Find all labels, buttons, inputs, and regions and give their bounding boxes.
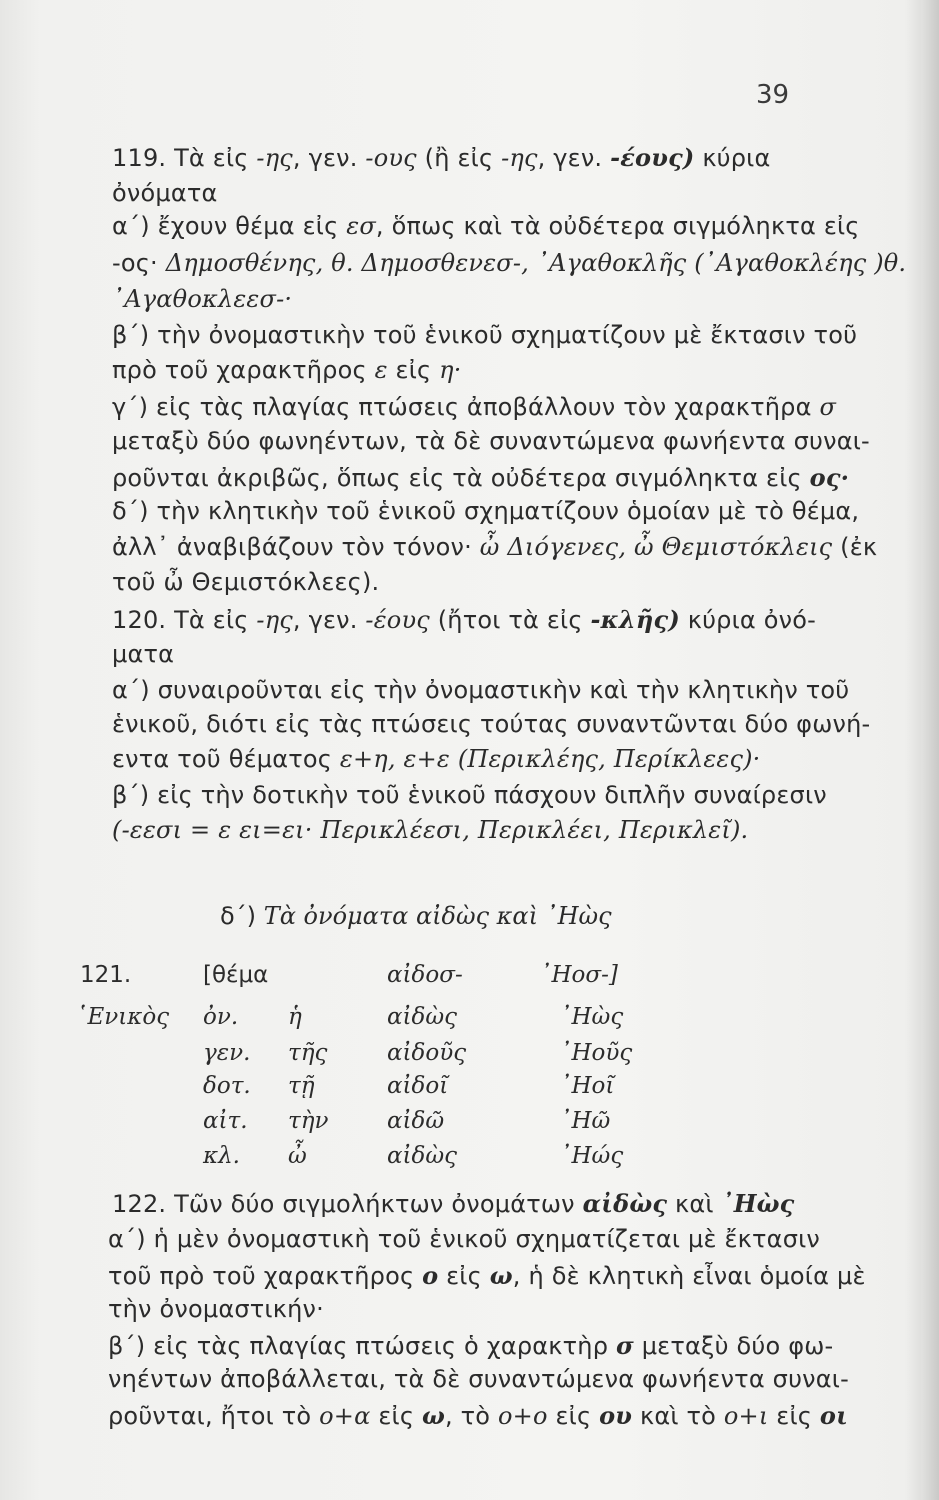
form-aidos: αἰδὼς bbox=[387, 1143, 458, 1169]
sec122-line-4: τὴν ὀνομαστικήν· bbox=[108, 1295, 324, 1323]
sec122-line-3: τοῦ πρὸ τοῦ χαρακτῆρος ο εἰς ω, ἡ δὲ κλητικὴ εἶναι ὁμοία μὲ bbox=[108, 1261, 866, 1290]
sec119-line-4: -ος· Δημοσθένης, θ. Δημοσθενεσ-, ᾿Αγαθοκλῆς (᾿Αγαθοκλέης )θ. bbox=[112, 249, 907, 277]
case-label: ὀν. bbox=[203, 1004, 239, 1030]
sec119-line-3: α΄) ἔχουν θέμα εἰς εσ, ὅπως καὶ τὰ οὐδέτερα σιγμόληκτα εἰς bbox=[112, 212, 860, 240]
sec119-line-13: τοῦ ὦ Θεμιστόκλεες). bbox=[112, 568, 380, 596]
sec120-line-1: 120. Τὰ εἰς -ης, γεν. -έους (ἤτοι τὰ εἰς -κλῆς) κύρια ὀνό- bbox=[112, 605, 816, 634]
sec119-line-5: ᾿Αγαθοκλεεσ-· bbox=[112, 285, 293, 313]
form-eos: ᾿Ηοῦς bbox=[560, 1040, 633, 1066]
article: τὴν bbox=[288, 1108, 329, 1134]
case-label: κλ. bbox=[203, 1143, 240, 1169]
sec119-line-10: ροῦνται ἀκριβῶς, ὅπως εἰς τὰ οὐδέτερα σιγμόληκτα εἰς ος· bbox=[112, 463, 850, 492]
section-heading: δ΄) Τὰ ὀνόματα αἰδὼς καὶ ᾿Ηὼς bbox=[220, 902, 612, 930]
sec119-line-6: β΄) τὴν ὀνομαστικὴν τοῦ ἑνικοῦ σχηματίζουν μὲ ἔκτασιν τοῦ bbox=[112, 321, 858, 349]
form-aidos: αἰδοῦς bbox=[387, 1040, 467, 1066]
sec119-line-2: ὀνόματα bbox=[112, 179, 218, 207]
sec120-line-4: ἑνικοῦ, διότι εἰς τὰς πτώσεις τούτας συναντῶνται δύο φωνή- bbox=[112, 710, 871, 738]
sec119-line-7: πρὸ τοῦ χαρακτῆρος ε εἰς η· bbox=[112, 356, 462, 384]
form-eos: ᾿Ηώς bbox=[560, 1143, 624, 1169]
sec122-line-2: α΄) ἡ μὲν ὀνομαστικὴ τοῦ ἑνικοῦ σχηματίζεται μὲ ἔκτασιν bbox=[108, 1225, 821, 1253]
singular-label: ῾Ενικὸς bbox=[76, 1004, 170, 1030]
case-label: αἰτ. bbox=[203, 1108, 248, 1134]
page-gutter-shadow bbox=[921, 0, 939, 1500]
sec120-line-6: β΄) εἰς τὴν δοτικὴν τοῦ ἑνικοῦ πάσχουν διπλῆν συναίρεσιν bbox=[112, 781, 827, 809]
sec122-line-5: β΄) εἰς τὰς πλαγίας πτώσεις ὁ χαρακτὴρ σ μεταξὺ δύο φω- bbox=[108, 1331, 834, 1360]
sec120-line-7: (-εεσι = ε ει=ει· Περικλέεσι, Περικλέει, Περικλεῖ). bbox=[112, 816, 749, 844]
sec122-line-7: ροῦνται, ἤτοι τὸ ο+α εἰς ω, τὸ ο+ο εἰς ου καὶ τὸ ο+ι εἰς οι bbox=[108, 1401, 848, 1430]
table-section-number: 121. bbox=[80, 962, 132, 988]
sec119-line-12: ἀλλ᾿ ἀναβιβάζουν τὸν τόνον· ὦ Διόγενες, ὦ Θεμιστόκλεις (ἐκ bbox=[112, 533, 878, 561]
sec122-line-6: νηέντων ἀποβάλλεται, τὰ δὲ συναντώμενα φωνήεντα συναι- bbox=[108, 1365, 849, 1393]
article: ὦ bbox=[288, 1143, 307, 1169]
theme-eos: ᾿Ηοσ-] bbox=[540, 962, 618, 988]
table-theme-label: [θέμα bbox=[203, 962, 269, 988]
form-aidos: αἰδῶ bbox=[387, 1108, 445, 1134]
form-eos: ᾿Ηοῖ bbox=[560, 1073, 615, 1099]
sec119-line-9: μεταξὺ δύο φωνηέντων, τὰ δὲ συναντώμενα φωνήεντα συναι- bbox=[112, 427, 870, 455]
form-aidos: αἰδὼς bbox=[387, 1004, 458, 1030]
sec120-line-3: α΄) συναιροῦνται εἰς τὴν ὀνομαστικὴν καὶ τὴν κλητικὴν τοῦ bbox=[112, 676, 850, 704]
sec120-line-2: ματα bbox=[112, 640, 175, 668]
article: τῇ bbox=[288, 1073, 315, 1099]
article: ἡ bbox=[288, 1004, 302, 1030]
sec120-line-5: εντα τοῦ θέματος ε+η, ε+ε (Περικλέης, Περίκλεες)· bbox=[112, 745, 761, 773]
sec119-line-1: 119. Τὰ εἰς -ης, γεν. -ους (ἢ εἰς -ης, γεν. -έους) κύρια bbox=[112, 143, 771, 172]
form-eos: ᾿Ηὼς bbox=[560, 1004, 624, 1030]
page-number: 39 bbox=[756, 80, 790, 110]
article: τῆς bbox=[288, 1040, 328, 1066]
sec119-line-8: γ΄) εἰς τὰς πλαγίας πτώσεις ἀποβάλλουν τὸν χαρακτῆρα σ bbox=[112, 393, 837, 421]
form-aidos: αἰδοῖ bbox=[387, 1073, 449, 1099]
form-eos: ᾿Ηῶ bbox=[560, 1108, 611, 1134]
sec119-line-11: δ΄) τὴν κλητικὴν τοῦ ἑνικοῦ σχηματίζουν ὁμοίαν μὲ τὸ θέμα, bbox=[112, 497, 860, 525]
case-label: δοτ. bbox=[203, 1073, 251, 1099]
theme-aidos: αἰδοσ- bbox=[387, 962, 463, 988]
case-label: γεν. bbox=[203, 1040, 251, 1066]
sec122-line-1: 122. Τῶν δύο σιγμολήκτων ὀνομάτων αἰδὼς καὶ ᾿Ηὼς bbox=[112, 1189, 795, 1218]
